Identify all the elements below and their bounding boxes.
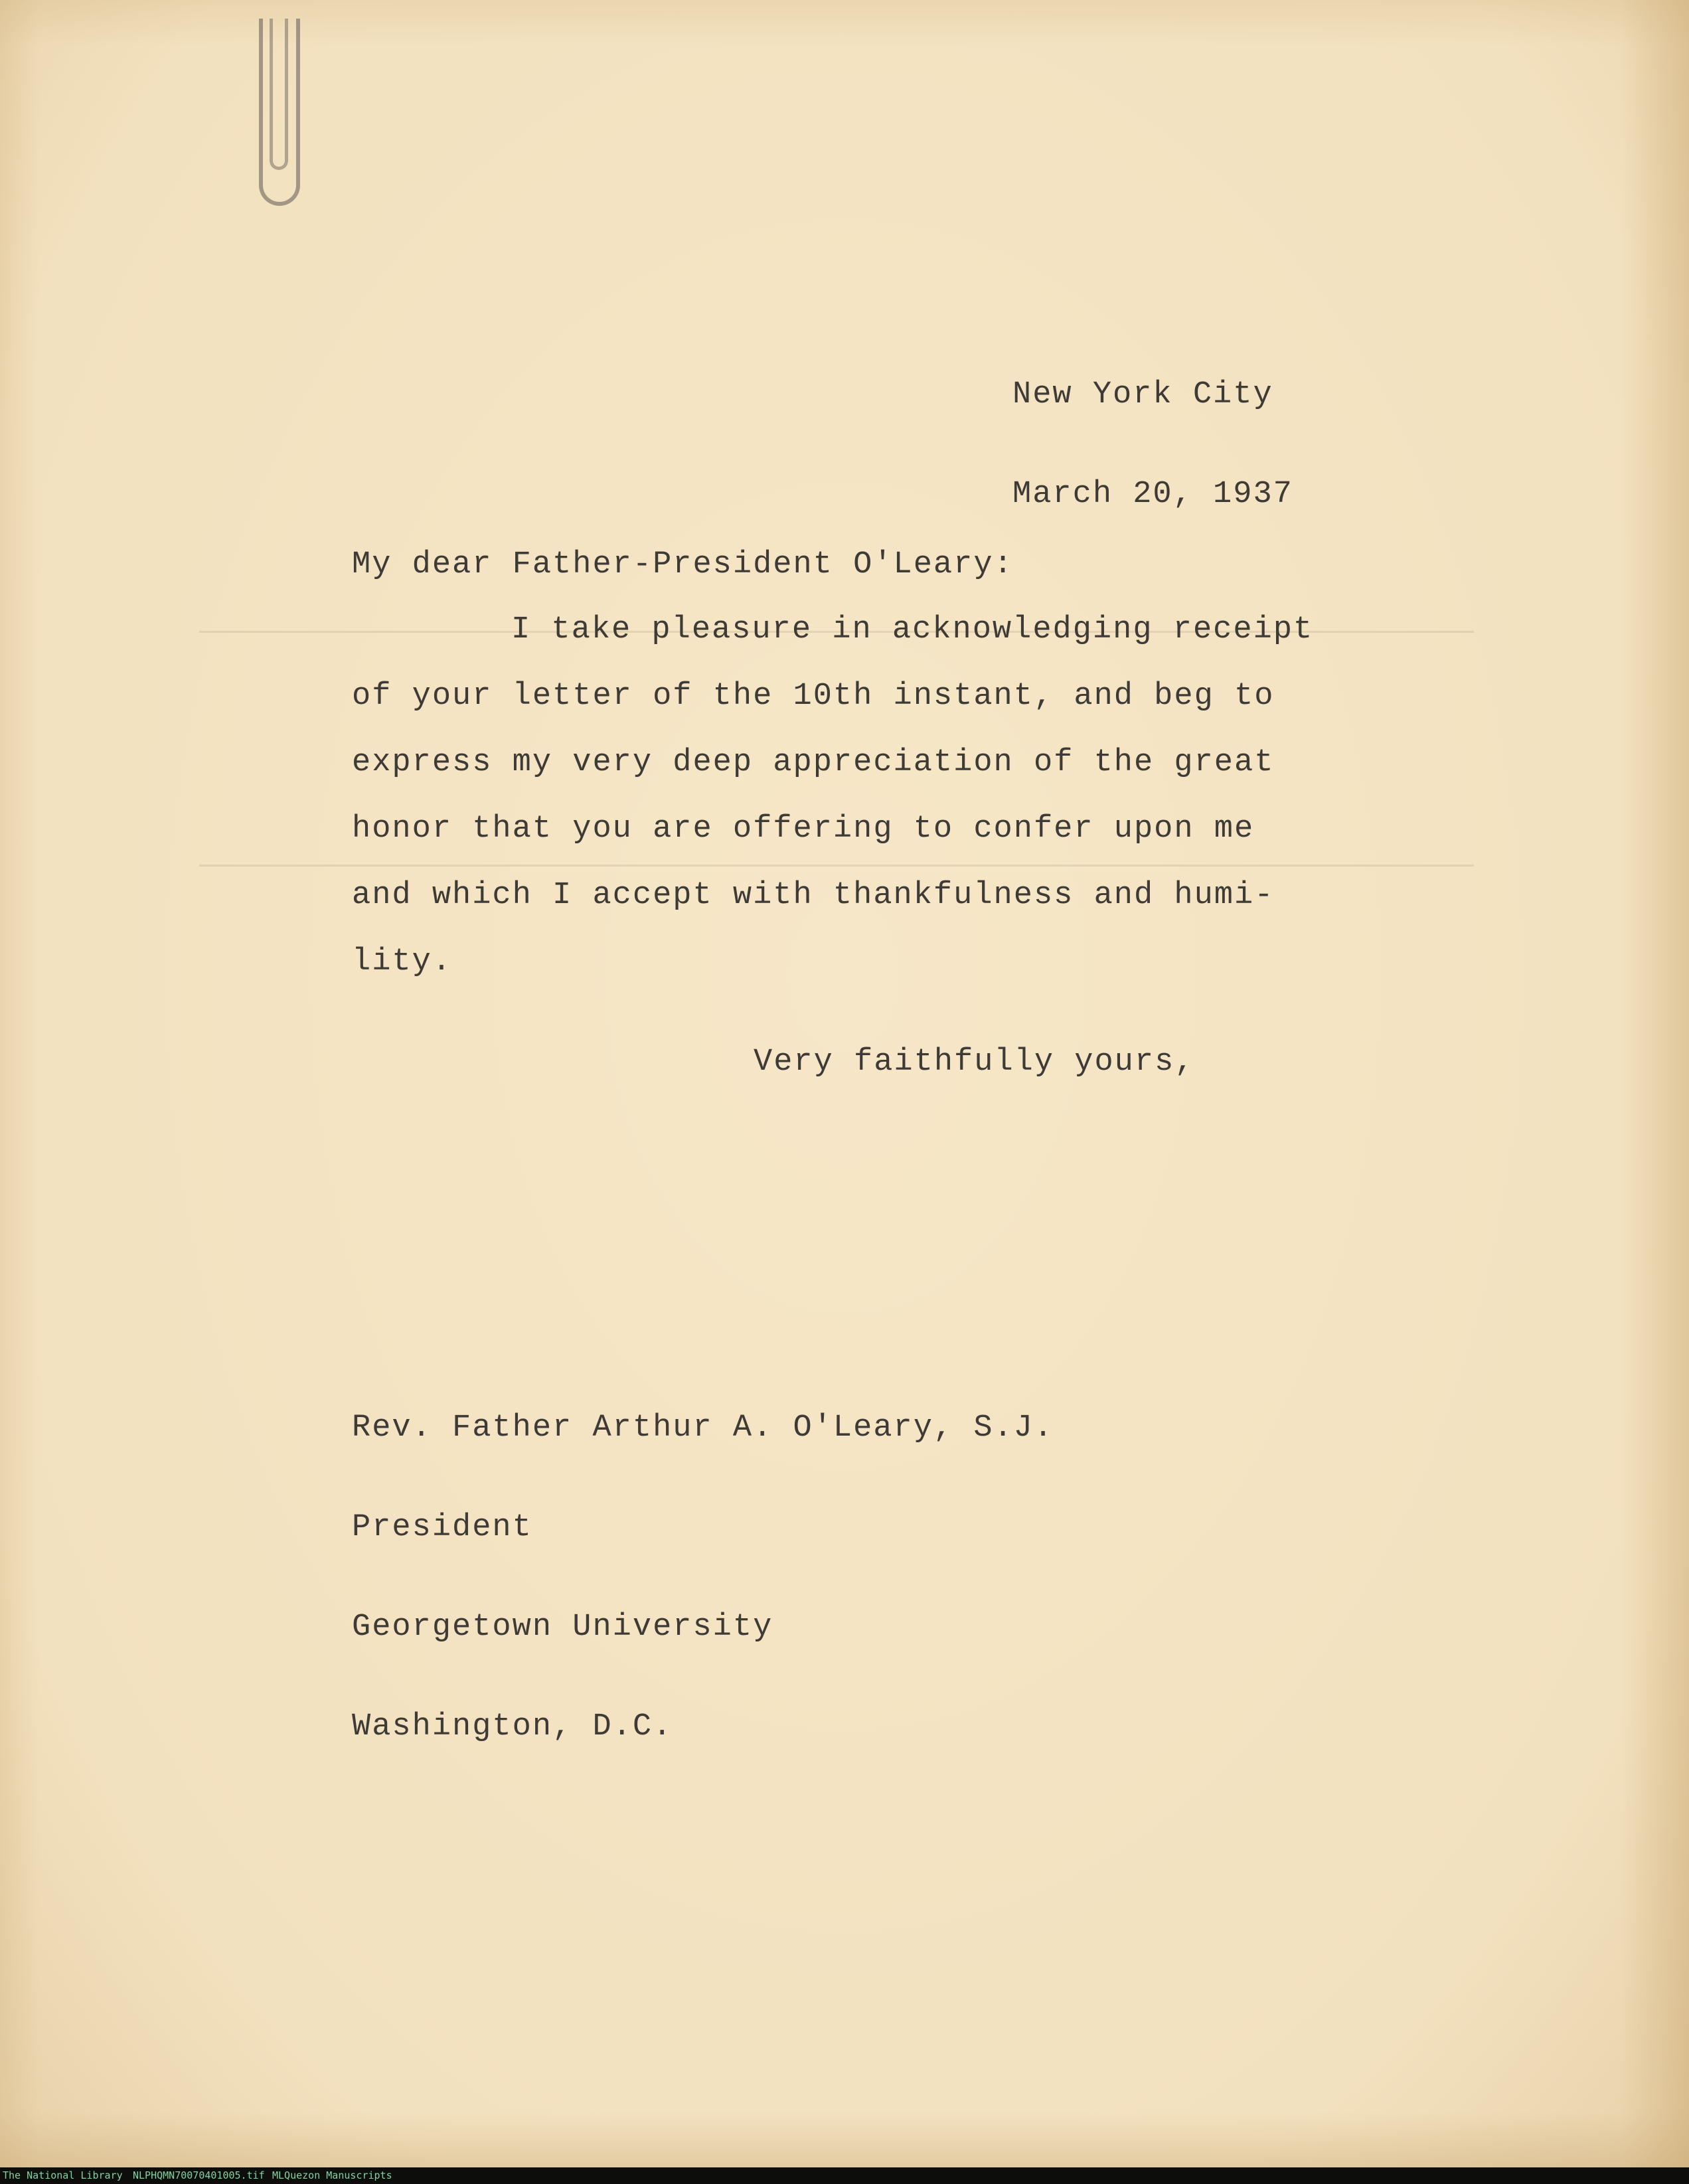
letter-date: March 20, 1937 [1012, 477, 1293, 512]
scan-footer-bar [0, 2167, 1689, 2184]
recipient-title: President [352, 1510, 532, 1545]
letter-salutation: My dear Father-President O'Leary: [352, 547, 1014, 582]
recipient-city: Washington, D.C. [352, 1709, 673, 1744]
footer-library: The National Library [3, 2169, 123, 2181]
letter-body-line: I take pleasure in acknowledging receipt [511, 612, 1314, 647]
letter-body-line: honor that you are offering to confer upon me [352, 811, 1255, 847]
footer-file: NLPHQMN70070401005.tif [133, 2169, 265, 2181]
letter-body-line: express my very deep appreciation of the great [352, 745, 1275, 780]
recipient-address-block [352, 1345, 1054, 1810]
paperclip-inner-mark [270, 19, 288, 170]
letter-body-line: lity. [352, 944, 453, 979]
letter-closing: Very faithfully yours, [754, 1045, 1195, 1080]
recipient-institution: Georgetown University [352, 1610, 773, 1645]
footer-collection: MLQuezon Manuscripts [272, 2169, 392, 2181]
letter-body-line: and which I accept with thankfulness and humi- [352, 878, 1275, 913]
recipient-name: Rev. Father Arthur A. O'Leary, S.J. [352, 1410, 1054, 1446]
letter-body-line: of your letter of the 10th instant, and beg to [352, 679, 1275, 714]
letter-heading [1012, 312, 1293, 578]
letter-place: New York City [1012, 377, 1273, 412]
fold-crease [199, 865, 1474, 867]
